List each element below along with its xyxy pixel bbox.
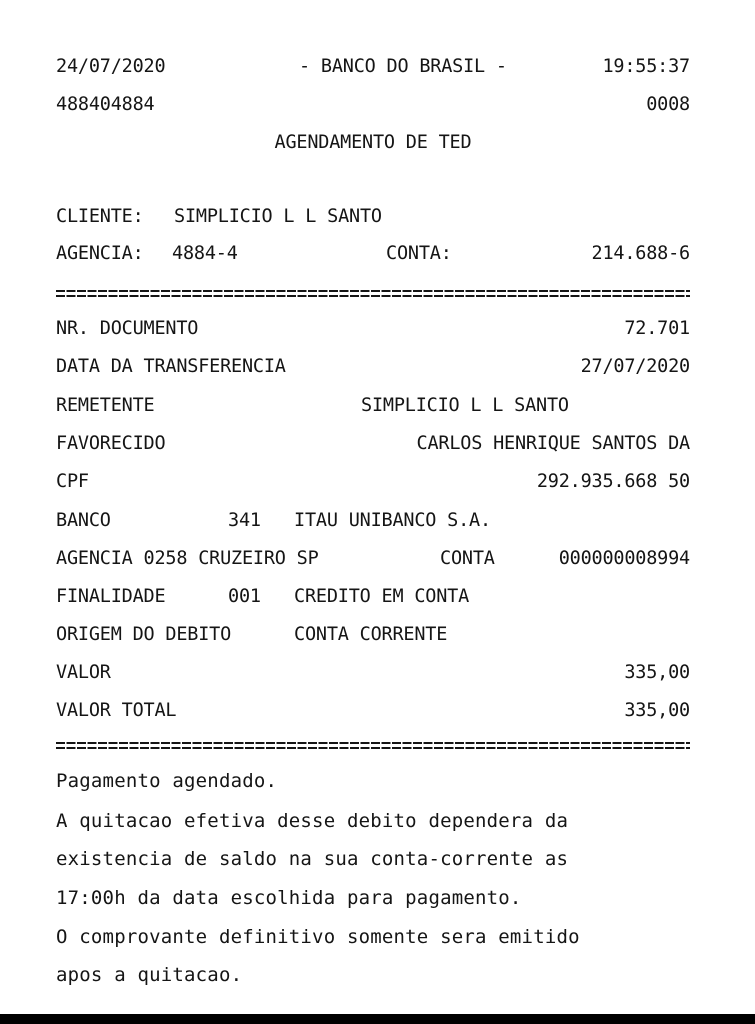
sender-line <box>56 392 690 420</box>
payee-value: CARLOS HENRIQUE SANTOS DA <box>416 433 690 454</box>
client-line <box>56 203 690 231</box>
payee-label: FAVORECIDO <box>56 433 166 454</box>
purpose-line <box>56 583 690 611</box>
amount-line <box>56 659 690 687</box>
client-account: 214.688-6 <box>591 243 690 264</box>
payee-agency: AGENCIA 0258 CRUZEIRO SP <box>56 548 319 569</box>
footer-line: O comprovante definitivo somente sera emitido <box>56 926 580 948</box>
receipt-title: AGENDAMENTO DE TED <box>274 132 472 153</box>
amount-value: 335,00 <box>624 662 690 683</box>
receipt-date: 24/07/2020 <box>56 56 166 77</box>
sequence-number: 0008 <box>646 94 690 115</box>
document-value: 72.701 <box>624 318 690 339</box>
payee-bank-label: BANCO <box>56 510 111 531</box>
client-label: CLIENTE: <box>56 206 144 227</box>
payee-bank-line <box>56 507 690 535</box>
payee-line <box>56 430 690 458</box>
footer-line: 17:00h da data escolhida para pagamento. <box>56 887 522 909</box>
bank-name-header: - BANCO DO BRASIL - <box>299 56 507 77</box>
separator-bottom <box>56 742 690 749</box>
transfer-date-label: DATA DA TRANSFERENCIA <box>56 356 286 377</box>
sender-label: REMETENTE <box>56 395 155 416</box>
origin-value: CONTA CORRENTE <box>294 624 448 645</box>
total-value: 335,00 <box>624 700 690 721</box>
footer-line: A quitacao efetiva desse debito dependera da <box>56 810 569 832</box>
payee-bank-code: 341 <box>228 510 261 531</box>
client-name: SIMPLICIO L L SANTO <box>174 206 382 227</box>
footer-line: Pagamento agendado. <box>56 770 278 792</box>
transfer-date-value: 27/07/2020 <box>580 356 690 377</box>
purpose-text: CREDITO EM CONTA <box>294 586 470 607</box>
payee-account-value: 000000008994 <box>558 548 690 569</box>
cpf-line <box>56 468 690 496</box>
purpose-label: FINALIDADE <box>56 586 166 607</box>
cpf-label: CPF <box>56 471 89 492</box>
separator-top <box>56 290 690 297</box>
document-line <box>56 315 690 343</box>
transfer-date-line <box>56 353 690 381</box>
payee-account-label: CONTA <box>440 548 495 569</box>
client-agency: 4884-4 <box>172 243 238 264</box>
origin-label: ORIGEM DO DEBITO <box>56 624 232 645</box>
sender-value: SIMPLICIO L L SANTO <box>361 395 569 416</box>
footer-line: apos a quitacao. <box>56 964 243 986</box>
total-line <box>56 697 690 725</box>
cpf-value: 292.935.668 50 <box>536 471 690 492</box>
terminal-number: 488404884 <box>56 94 155 115</box>
payee-account-line <box>56 545 690 573</box>
client-account-line <box>56 240 690 268</box>
client-agency-label: AGENCIA: <box>56 243 144 264</box>
header-line <box>56 53 690 81</box>
amount-label: VALOR <box>56 662 111 683</box>
terminal-line <box>56 91 690 119</box>
footer-line: existencia de saldo na sua conta-corrente as <box>56 848 569 870</box>
receipt-time: 19:55:37 <box>602 56 690 77</box>
purpose-code: 001 <box>228 586 261 607</box>
origin-line <box>56 621 690 649</box>
payee-bank-name: ITAU UNIBANCO S.A. <box>294 510 491 531</box>
document-label: NR. DOCUMENTO <box>56 318 199 339</box>
client-account-label: CONTA: <box>386 243 452 264</box>
total-label: VALOR TOTAL <box>56 700 177 721</box>
